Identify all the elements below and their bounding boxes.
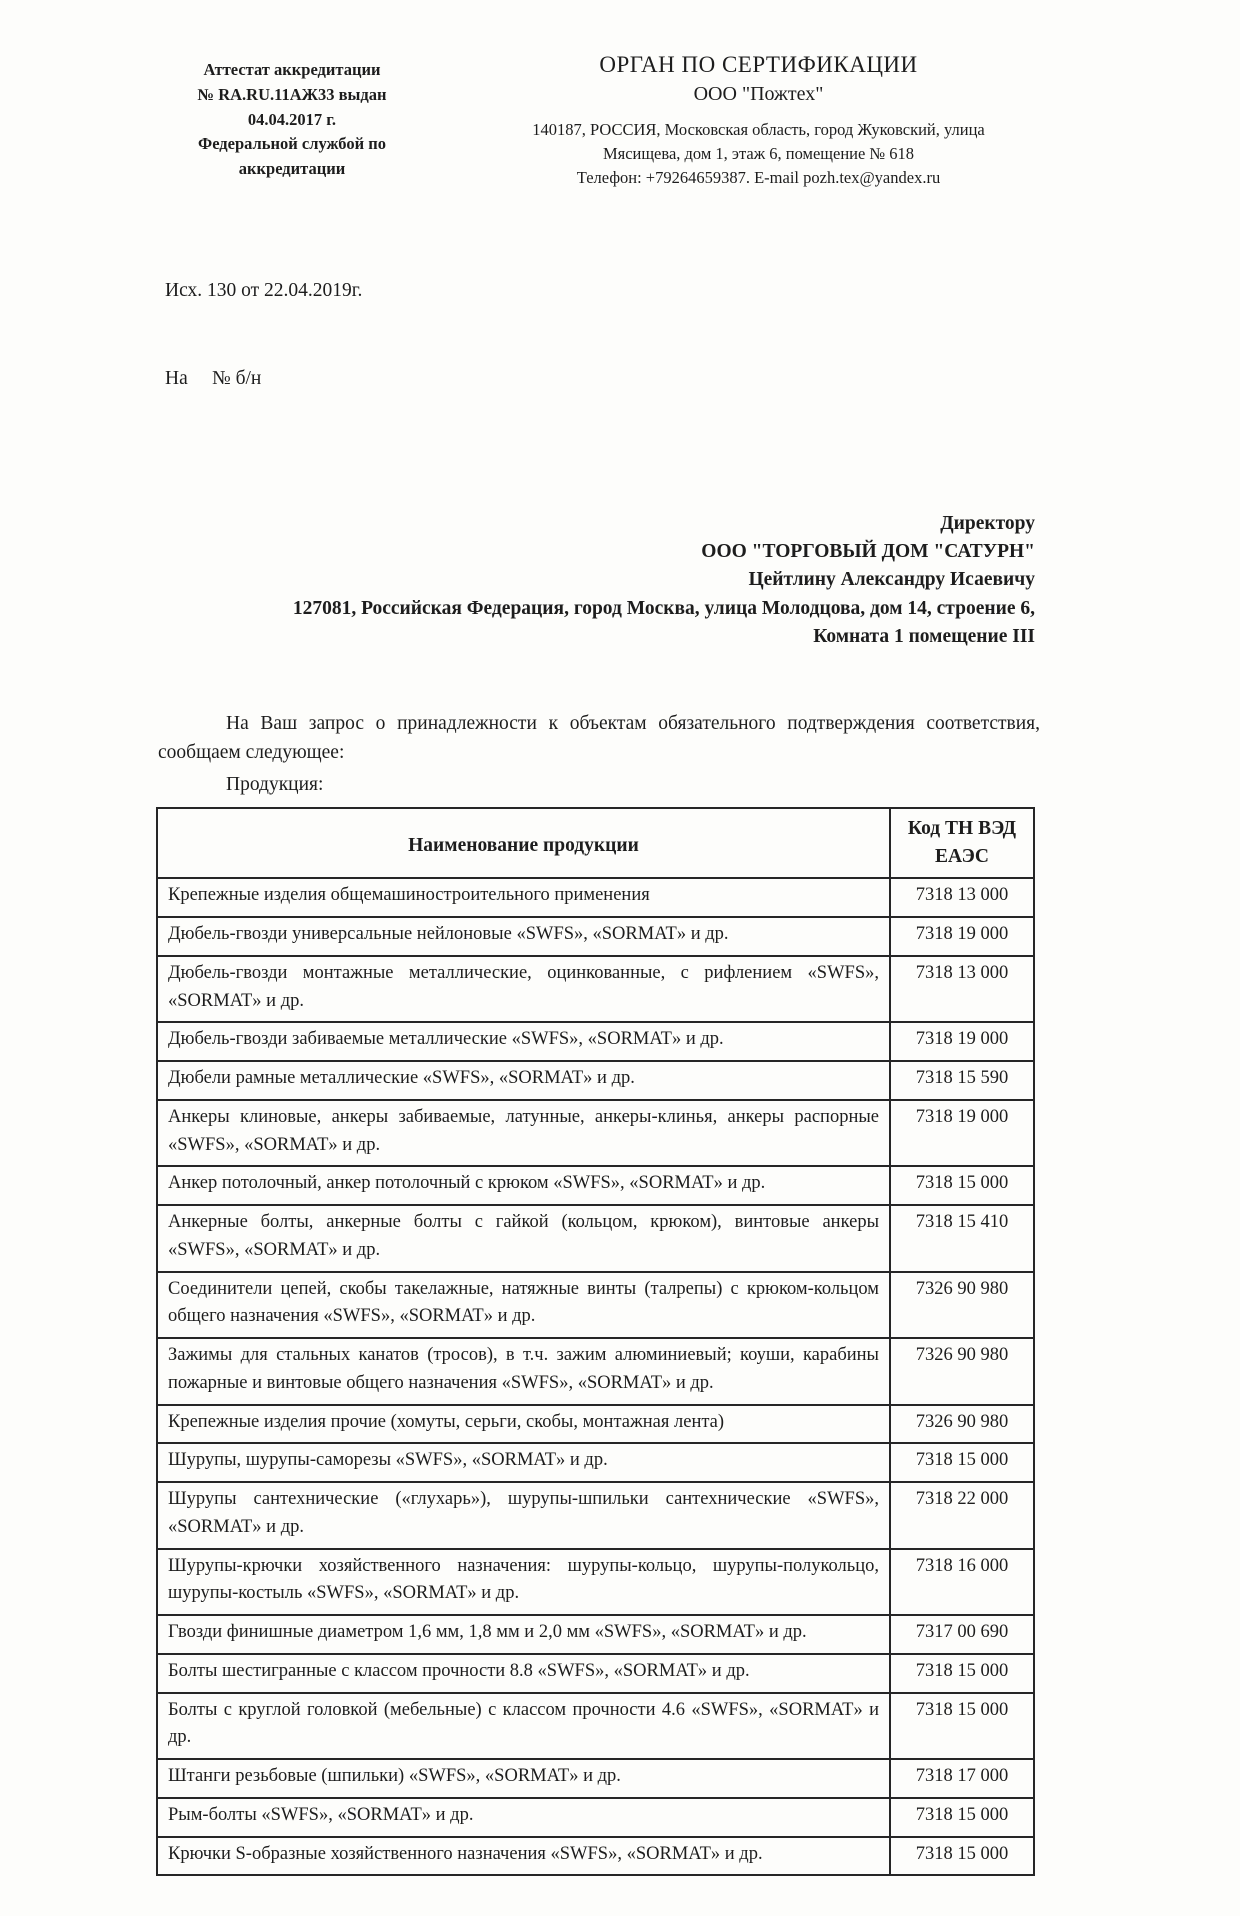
outgoing-number: Исх. 130 от 22.04.2019г. bbox=[165, 280, 363, 302]
accreditation-line: № RA.RU.11АЖ33 выдан bbox=[197, 84, 387, 104]
product-name-cell: Крепежные изделия прочие (хомуты, серьги, скобы, монтажная лента) bbox=[157, 1405, 890, 1444]
table-row bbox=[157, 1759, 1034, 1798]
product-code-cell: 7318 15 000 bbox=[890, 1837, 1034, 1876]
product-name-cell: Крючки S-образные хозяйственного назначения «SWFS», «SORMAT» и др. bbox=[157, 1837, 890, 1876]
product-name-cell: Крепежные изделия общемашиностроительного применения bbox=[157, 878, 890, 917]
accreditation-line: аккредитации bbox=[238, 159, 346, 178]
addressee-company: ООО "ТОРГОВЫЙ ДОМ "САТУРН" bbox=[701, 541, 1035, 563]
product-code-cell: 7318 15 000 bbox=[890, 1166, 1034, 1205]
product-code-cell: 7318 19 000 bbox=[890, 917, 1034, 956]
product-code-cell: 7318 15 410 bbox=[890, 1205, 1034, 1272]
product-name-cell: Болты шестигранные с классом прочности 8.8 «SWFS», «SORMAT» и др. bbox=[157, 1654, 890, 1693]
certification-body-name: ООО "Пожтех" bbox=[693, 83, 824, 105]
product-code-cell: 7318 15 000 bbox=[890, 1798, 1034, 1837]
product-code-cell: 7326 90 980 bbox=[890, 1405, 1034, 1444]
table-row bbox=[157, 1693, 1034, 1760]
product-name-cell: Гвозди финишные диаметром 1,6 мм, 1,8 мм и 2,0 мм «SWFS», «SORMAT» и др. bbox=[157, 1615, 890, 1654]
product-code-cell: 7318 19 000 bbox=[890, 1100, 1034, 1167]
table-row bbox=[157, 1100, 1034, 1167]
table-header-code: Код ТН ВЭД ЕАЭС bbox=[890, 808, 1034, 879]
product-code-cell: 7318 15 000 bbox=[890, 1693, 1034, 1760]
product-name-cell: Шурупы-крючки хозяйственного назначения: шурупы-кольцо, шурупы-полукольцо, шурупы-костыль «SWFS», «SORMAT» и др. bbox=[157, 1549, 890, 1616]
product-code-cell: 7318 17 000 bbox=[890, 1759, 1034, 1798]
body-paragraph: На Ваш запрос о принадлежности к объектам обязательного подтверждения соответствия, сообщаем следующее: bbox=[158, 713, 1040, 764]
table-header-name: Наименование продукции bbox=[157, 808, 890, 879]
product-table-body bbox=[157, 878, 1034, 1875]
table-row bbox=[157, 1798, 1034, 1837]
accreditation-block bbox=[158, 52, 426, 182]
table-row bbox=[157, 1022, 1034, 1061]
product-name-cell: Дюбель-гвозди забиваемые металлические «SWFS», «SORMAT» и др. bbox=[157, 1022, 890, 1061]
accreditation-line: Аттестат аккредитации bbox=[203, 60, 381, 79]
certification-body-contact: Телефон: +79264659387. E-mail pozh.tex@yandex.ru bbox=[576, 167, 941, 187]
product-code-cell: 7318 19 000 bbox=[890, 1022, 1034, 1061]
table-row bbox=[157, 1549, 1034, 1616]
product-name-cell: Дюбели рамные металлические «SWFS», «SORMAT» и др. bbox=[157, 1061, 890, 1100]
addressee-block bbox=[0, 510, 1240, 651]
addressee-person: Цейтлину Александру Исаевичу bbox=[748, 569, 1035, 591]
outgoing-block bbox=[165, 218, 1240, 452]
table-row bbox=[157, 956, 1034, 1023]
table-row bbox=[157, 1654, 1034, 1693]
reference-number: На № б/н bbox=[165, 368, 262, 390]
products-label: Продукция: bbox=[226, 773, 324, 795]
product-code-cell: 7318 13 000 bbox=[890, 956, 1034, 1023]
table-row bbox=[157, 1272, 1034, 1339]
table-row bbox=[157, 917, 1034, 956]
product-code-cell: 7318 15 000 bbox=[890, 1443, 1034, 1482]
product-code-cell: 7318 15 000 bbox=[890, 1654, 1034, 1693]
address-line: 140187, РОССИЯ, Московская область, город Жуковский, улица bbox=[532, 120, 985, 139]
table-row bbox=[157, 1166, 1034, 1205]
table-header-row bbox=[157, 808, 1034, 879]
product-table-head bbox=[157, 808, 1034, 879]
addressee-role: Директору bbox=[940, 512, 1035, 534]
product-name-cell: Дюбель-гвозди универсальные нейлоновые «SWFS», «SORMAT» и др. bbox=[157, 917, 890, 956]
product-name-cell: Штанги резьбовые (шпильки) «SWFS», «SORMAT» и др. bbox=[157, 1759, 890, 1798]
certification-body-block bbox=[486, 52, 1031, 190]
product-name-cell: Шурупы, шурупы-саморезы «SWFS», «SORMAT» и др. bbox=[157, 1443, 890, 1482]
table-row bbox=[157, 1837, 1034, 1876]
product-table bbox=[156, 807, 1035, 1877]
product-code-cell: 7318 15 590 bbox=[890, 1061, 1034, 1100]
product-code-cell: 7326 90 980 bbox=[890, 1272, 1034, 1339]
certification-body-title: ОРГАН ПО СЕРТИФИКАЦИИ bbox=[599, 52, 918, 77]
table-row bbox=[157, 1061, 1034, 1100]
table-row bbox=[157, 1205, 1034, 1272]
address-line: Мясищева, дом 1, этаж 6, помещение № 618 bbox=[602, 143, 915, 163]
accreditation-line: 04.04.2017 г. bbox=[247, 109, 337, 129]
certification-body-address bbox=[486, 118, 1031, 166]
product-name-cell: Болты с круглой головкой (мебельные) с классом прочности 4.6 «SWFS», «SORMAT» и др. bbox=[157, 1693, 890, 1760]
table-row bbox=[157, 1615, 1034, 1654]
letterhead bbox=[0, 52, 1240, 190]
product-code-cell: 7317 00 690 bbox=[890, 1615, 1034, 1654]
addressee-address: 127081, Российская Федерация, город Москва, улица Молодцова, дом 14, строение 6, bbox=[292, 597, 1035, 619]
product-code-cell: 7318 22 000 bbox=[890, 1482, 1034, 1549]
product-name-cell: Зажимы для стальных канатов (тросов), в т.ч. зажим алюминиевый; коуши, карабины пожарные и винтовые общего назначения «SWFS», «SORMAT» и др. bbox=[157, 1338, 890, 1405]
product-name-cell: Рым-болты «SWFS», «SORMAT» и др. bbox=[157, 1798, 890, 1837]
table-row bbox=[157, 1405, 1034, 1444]
product-name-cell: Соединители цепей, скобы такелажные, натяжные винты (талрепы) с крюком-кольцом общего назначения «SWFS», «SORMAT» и др. bbox=[157, 1272, 890, 1339]
table-row bbox=[157, 878, 1034, 917]
accreditation-line: Федеральной службой по bbox=[198, 134, 386, 154]
product-name-cell: Анкерные болты, анкерные болты с гайкой (кольцом, крюком), винтовые анкеры «SWFS», «SORMAT» и др. bbox=[157, 1205, 890, 1272]
table-row bbox=[157, 1338, 1034, 1405]
product-name-cell: Анкеры клиновые, анкеры забиваемые, латунные, анкеры-клинья, анкеры распорные «SWFS», «SORMAT» и др. bbox=[157, 1100, 890, 1167]
table-row bbox=[157, 1443, 1034, 1482]
product-code-cell: 7318 16 000 bbox=[890, 1549, 1034, 1616]
product-name-cell: Шурупы сантехнические («глухарь»), шурупы-шпильки сантехнические «SWFS», «SORMAT» и др. bbox=[157, 1482, 890, 1549]
table-row bbox=[157, 1482, 1034, 1549]
addressee-room: Комната 1 помещение III bbox=[813, 625, 1035, 647]
product-name-cell: Дюбель-гвозди монтажные металлические, оцинкованные, с рифлением «SWFS», «SORMAT» и др. bbox=[157, 956, 890, 1023]
product-code-cell: 7326 90 980 bbox=[890, 1338, 1034, 1405]
product-code-cell: 7318 13 000 bbox=[890, 878, 1034, 917]
product-name-cell: Анкер потолочный, анкер потолочный с крюком «SWFS», «SORMAT» и др. bbox=[157, 1166, 890, 1205]
